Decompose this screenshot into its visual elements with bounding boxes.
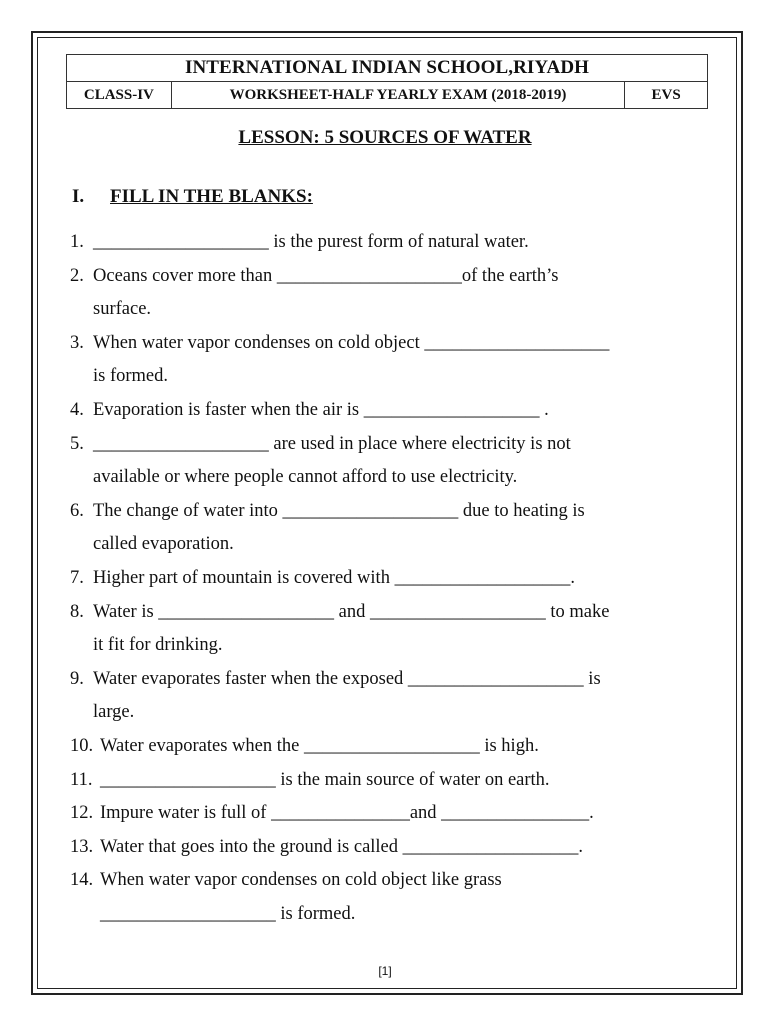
lesson-title: LESSON: 5 SOURCES OF WATER — [238, 127, 532, 148]
question-number: 11. — [70, 769, 93, 790]
section-number: I. — [72, 186, 85, 207]
school-name: INTERNATIONAL INDIAN SCHOOL,RIYADH — [67, 55, 708, 82]
class-cell: CLASS-IV — [67, 82, 172, 109]
question-text: ___________________ is formed. — [100, 904, 356, 924]
question-text: large. — [93, 702, 135, 723]
question-text: Higher part of mountain is covered with ___________________. — [93, 568, 575, 588]
question-number: 6. — [70, 500, 84, 521]
question-number: 8. — [70, 601, 84, 622]
section-title: FILL IN THE BLANKS: — [110, 186, 313, 207]
question-number: 13. — [70, 836, 94, 857]
header-table — [66, 54, 708, 109]
question-text: surface. — [93, 299, 152, 320]
question-text: is formed. — [93, 366, 169, 387]
question-text: Water is ___________________ and ___________________ to make — [93, 601, 610, 622]
question-text: When water vapor condenses on cold object like grass — [100, 870, 502, 891]
question-text: Water that goes into the ground is called ___________________. — [100, 836, 584, 857]
question-number: 3. — [70, 332, 84, 353]
question-text: called evaporation. — [93, 534, 234, 555]
question-number: 2. — [70, 265, 84, 286]
question-number: 1. — [70, 232, 84, 252]
subject-cell: EVS — [625, 82, 708, 109]
page-number: [1] — [378, 964, 392, 978]
question-number: 7. — [70, 568, 84, 588]
question-number: 12. — [70, 803, 94, 824]
worksheet-cell: WORKSHEET-HALF YEARLY EXAM (2018-2019) — [171, 82, 624, 109]
question-text: The change of water into ___________________ due to heating is — [93, 500, 585, 521]
question-text: ___________________ is the main source of water on earth. — [100, 769, 550, 790]
question-text: Water evaporates faster when the exposed ___________________ is — [93, 668, 601, 689]
section-heading — [72, 186, 313, 208]
question-text: available or where people cannot afford to use electricity. — [93, 467, 518, 488]
question-number: 5. — [70, 433, 84, 454]
question-number: 4. — [70, 400, 84, 420]
question-text: When water vapor condenses on cold object ____________________ — [93, 332, 610, 353]
question-number: 9. — [70, 668, 84, 689]
question-text: Water evaporates when the ___________________ is high. — [100, 736, 539, 756]
question-text: it fit for drinking. — [93, 635, 223, 656]
question-number: 10. — [70, 736, 94, 756]
question-text: Impure water is full of _______________and ________________. — [100, 803, 594, 824]
question-text: ___________________ is the purest form of natural water. — [93, 232, 529, 252]
question-number: 14. — [70, 870, 94, 891]
question-text: Oceans cover more than ____________________of the earth’s — [93, 265, 559, 286]
question-text: ___________________ are used in place where electricity is not — [93, 433, 571, 454]
question-text: Evaporation is faster when the air is ___________________ . — [93, 400, 549, 420]
